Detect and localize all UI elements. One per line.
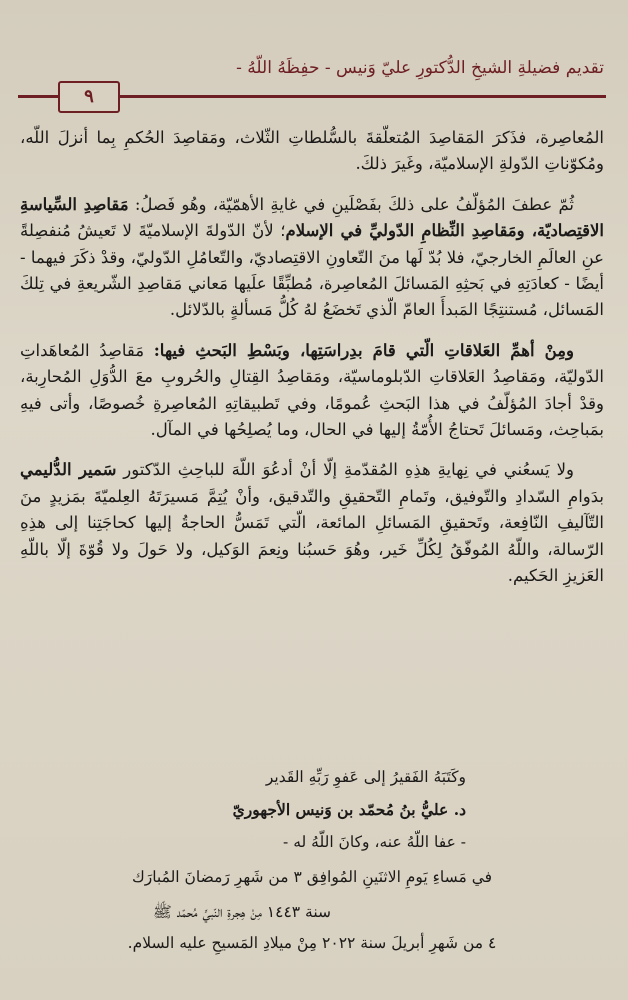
paragraph-2 bbox=[20, 192, 604, 324]
signature-line-1: وكَتَبَهُ الفَقيرُ إلى عَفوِ رَبِّهِ القَدير bbox=[265, 768, 466, 786]
page-number-badge: ٩ bbox=[58, 81, 120, 113]
signature-author-name: د. عليُّ بنُ مُحمّد بن وَنيس الأجهوريّ bbox=[232, 800, 466, 819]
paragraph-4-rest: بدَوامِ السّدادِ والتّوفيق، وتَمامِ التّحقيقِ والتّدقيق، وأنْ يُتِمَّ مَسيرَتَهُ العِلميّةَ بمَزيدٍ منَ التّآليفِ النّافِعة، وتَحقيقِ المَسائلِ المائعة، الّتي تَمَسُّ الحاجةُ إليها كحاجَتِنا إلى هذِهِ الرّسالة، واللّهُ المُوفّقُ لِكُلِّ خَير، وهُوَ حَسبُنا ونِعمَ الوَكيل، ولا حَولَ ولا قُوّةَ إلّا باللّهِ العَزيزِ الحَكيم. bbox=[20, 486, 604, 586]
paragraph-2-rest: ؛ لأنّ الدّولةَ الإسلاميّةَ لا تَعيشُ مُنفصِلةً عنِ العالَمِ الخارجيّ، فلا بُدّ لَها منَ التّعاونِ الاقتِصاديّ، والتّعامُلِ الدّوليّ، وقدْ ذكَرَ فيهما - أيضًا - كعادَتِهِ في بَحثِهِ المَسائلَ المُعاصِرة، مُطبِّقًا علَيها مَعاني مَقاصِدِ الشّريعةِ في تِلكَ المَسائل، مُستنتِجًا المَبدأَ العامّ الّذي تَخضَعُ لهُ كُلُّ مَسألةٍ بالدّلائل. bbox=[20, 221, 604, 320]
paragraph-4-intro: ولا يَسعُني في نِهايةِ هذِهِ المُقدّمةِ إلّا أنْ أدعُوَ اللّهَ للباحِثِ الدّكتور bbox=[123, 460, 574, 480]
paragraph-4-highlight: سَمير الدُّليمي bbox=[20, 460, 117, 480]
paragraph-3-rest: مَقاصِدُ المُعاهَداتِ الدّوليّة، ومَقاصِدُ العَلاقاتِ الدّبلوماسيّة، ومَقاصِدُ القِتالِ والحُروبِ معَ الدُّوَلِ المُحارِبة، وقدْ أجادَ المُؤلّفُ في هذا البَحثِ عُمومًا، وفي تَطبيقاتِهِ المُعاصِرةِ خُصوصًا، وأتى فيهِ بمَباحِث، ومَسائلَ تَحتاجُ الأُمّةُ إليها في الحال، وما يُصلِحُها في المآل. bbox=[20, 340, 604, 440]
date-line-3: ٤ من شَهرِ أبريلَ سنة ٢٠٢٢ مِنْ ميلادِ المَسيحِ عليه السلام. bbox=[127, 934, 497, 952]
running-header-title: تقديم فضيلةِ الشيخِ الدُّكتورِ عليّ وَنيس - حفِظَهُ اللّهُ - bbox=[236, 58, 604, 78]
date-line-1: في مَساءِ يَومِ الاثنَينِ المُوافِق ٣ من شَهرِ رَمضانَ المُبارَك bbox=[131, 868, 493, 886]
paragraph-4 bbox=[20, 457, 604, 589]
paragraph-1 bbox=[20, 125, 604, 178]
paragraph-3 bbox=[20, 338, 604, 444]
paragraph-2-highlight: مَقاصِدِ السِّياسةِ الاقتِصاديّة، ومَقاصِدِ النِّظامِ الدّوليِّ في الإسلام bbox=[20, 194, 604, 241]
signature-line-3: - عفا اللّهُ عنه، وكانَ اللّهُ له - bbox=[283, 833, 466, 851]
paragraph-3-highlight: ومِنْ أهمِّ العَلاقاتِ الّتي قامَ بدِراسَتِها، وبَسْطِ البَحثِ فيها: bbox=[153, 340, 574, 360]
paragraph-2-intro: ثُمّ عطفَ المُؤلّفُ على ذلكَ بفَصْلَينِ في غايةِ الأهمّيّة، وهُو فَصلُ: bbox=[134, 194, 575, 214]
date-line-2: سنة ١٤٤٣ مِنْ هِجرةِ النّبيِّ مُحمّد ﷺ bbox=[152, 903, 332, 921]
body-text bbox=[20, 125, 604, 590]
paragraph-1-text: المُعاصِرة، فذَكرَ المَقاصِدَ المُتعلّقةَ بالسُّلطاتِ الثّلاث، ومَقاصِدَ الحُكمِ بِما أنزلَ اللّه، ومُكوّناتِ الدّولةِ الإسلاميّة، وغَيرَ ذلكَ. bbox=[20, 128, 604, 174]
